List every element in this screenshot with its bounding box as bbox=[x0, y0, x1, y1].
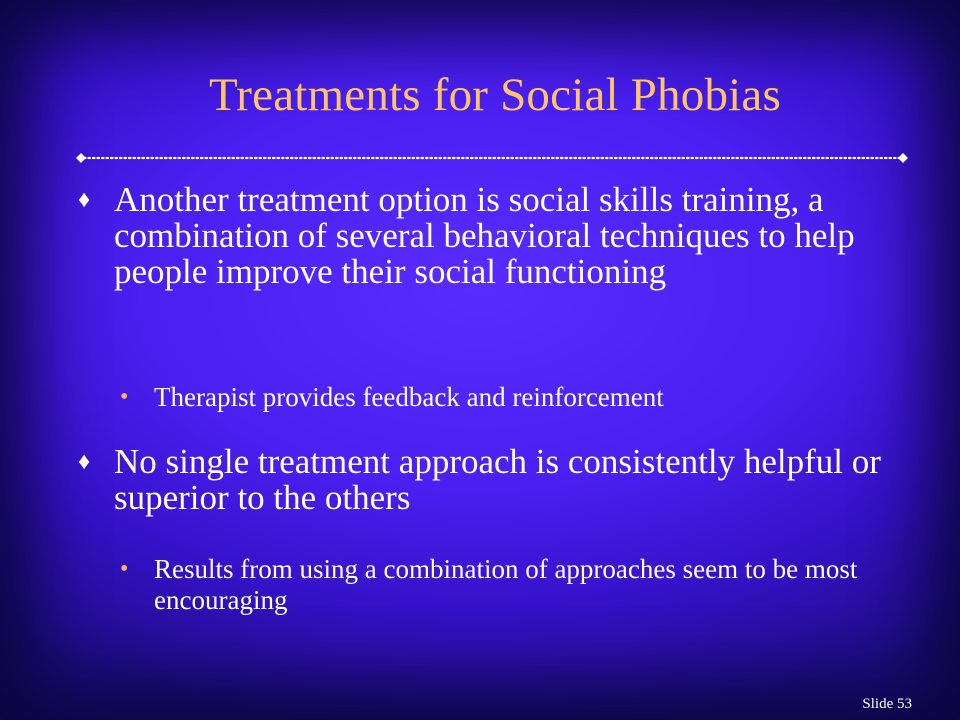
bullet-text: Another treatment option is social skills training, a combination of several behavioral techniques to help people improve their social functioning bbox=[114, 180, 855, 291]
dot-bullet-icon: • bbox=[120, 556, 129, 582]
sub-bullet-item bbox=[120, 554, 874, 616]
diamond-bullet-icon: ♦ bbox=[78, 449, 91, 475]
title-divider bbox=[76, 152, 908, 164]
sub-bullet-item bbox=[120, 382, 874, 413]
bullet-text: No single treatment approach is consistently helpful or superior to the others bbox=[114, 442, 881, 517]
dot-bullet-icon: • bbox=[120, 384, 129, 410]
bullet-item bbox=[72, 182, 904, 290]
diamond-end-icon bbox=[898, 153, 908, 163]
bullet-item bbox=[72, 444, 904, 516]
sub-bullet-text: Therapist provides feedback and reinforcement bbox=[154, 382, 664, 412]
diamond-bullet-icon: ♦ bbox=[78, 187, 91, 213]
diamond-end-icon bbox=[76, 153, 86, 163]
slide-number: Slide 53 bbox=[862, 696, 912, 712]
slide-title: Treatments for Social Phobias bbox=[209, 69, 781, 121]
sub-bullet-text: Results from using a combination of approaches seem to be most encouraging bbox=[154, 554, 858, 615]
